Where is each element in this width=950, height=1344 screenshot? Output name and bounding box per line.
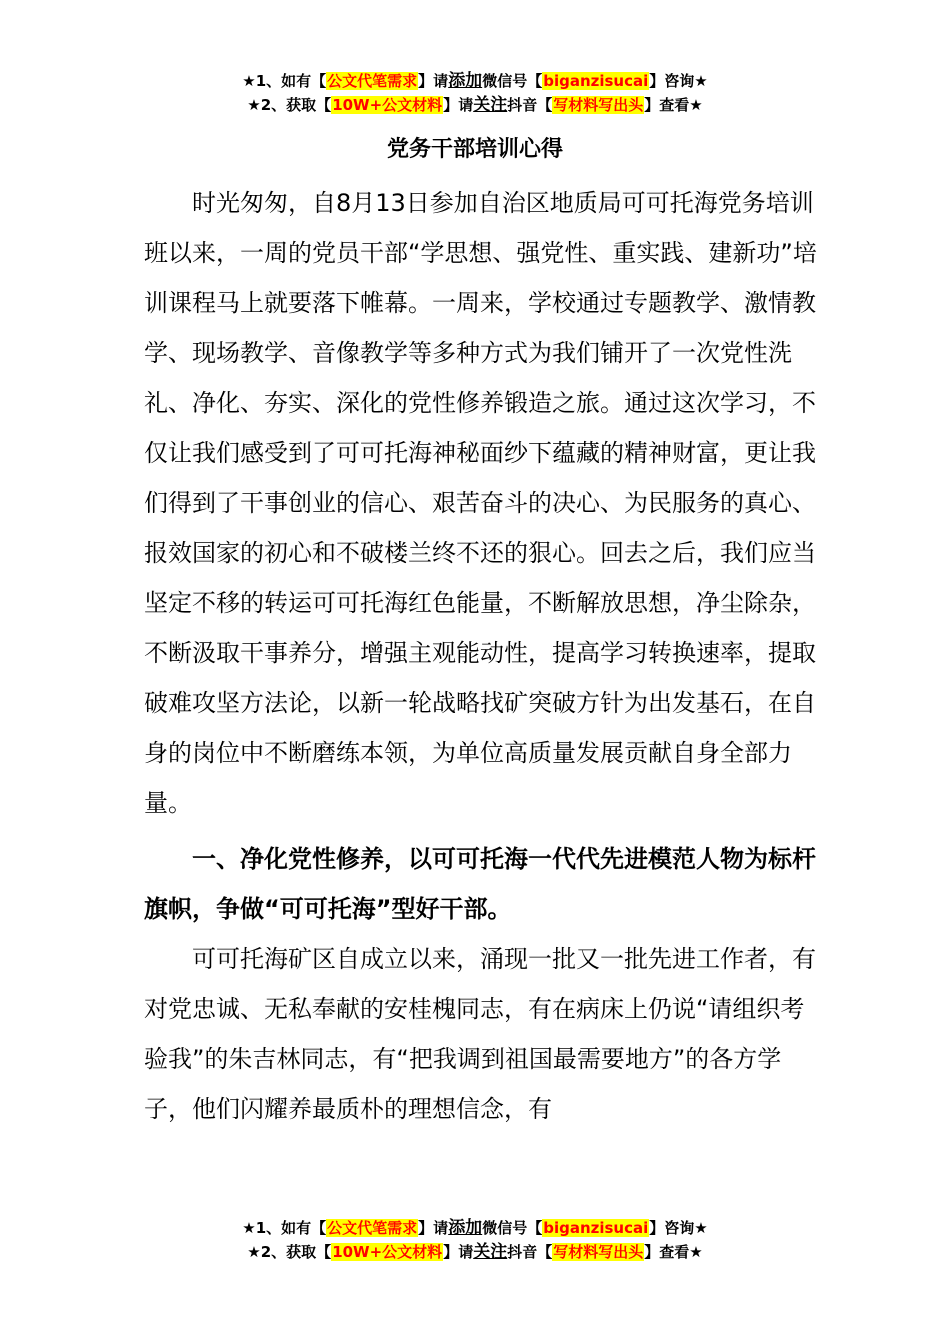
promo-text: 微信号【: [482, 1219, 543, 1237]
promo-text: 】咨询★: [649, 72, 708, 90]
highlight-wechat-id: biganzisucai: [543, 72, 649, 90]
paragraph-intro: 时光匆匆，自8月13日参加自治区地质局可可托海党务培训班以来，一周的党员干部“学思想、强党性、重实践、建新功”培训课程马上就要落下帷幕。一周来，学校通过专题教学、激情教学、现场教学、音像教学等多种方式为我们铺开了一次党性洗礼、净化、夯实、深化的党性修养锻造之旅。通过这次学习，不仅让我们感受到了可可托海神秘面纱下蕴藏的精神财富，更让我们得到了干事创业的信心、艰苦奋斗的决心、为民服务的真心、报效国家的初心和不破楼兰终不还的狠心。回去之后，我们应当坚定不移的转运可可托海红色能量，不断解放思想，净尘除杂，不断汲取干事养分，增强主观能动性，提高学习转换速率，提取破难攻坚方法论，以新一轮战略找矿突破方针为出发基石，在自身的岗位中不断磨练本领，为单位高质量发展贡献自身全部力量。: [144, 189, 817, 817]
highlight-service: 公文代笔需求: [327, 1219, 418, 1237]
promo-text: 】请: [443, 1243, 474, 1261]
promo-banner-top: [0, 69, 950, 117]
highlight-douyin-id: 写材料写出头: [553, 1243, 644, 1261]
promo-line-1: [0, 1216, 950, 1240]
promo-text: 】请: [418, 1219, 449, 1237]
promo-text: ★2、获取【: [247, 1243, 332, 1261]
promo-banner-bottom: [0, 1216, 950, 1264]
document-title: 党务干部培训心得: [386, 137, 563, 162]
highlight-materials: 10W+公文材料: [332, 1243, 443, 1261]
document-body: [144, 178, 824, 1134]
promo-text: 抖音【: [507, 1243, 553, 1261]
paragraph-section-1: 可可托海矿区自成立以来，涌现一批又一批先进工作者，有对党忠诚、无私奉献的安桂槐同志，有在病床上仍说“请组织考验我”的朱吉林同志，有“把我调到祖国最需要地方”的各方学子，他们闪耀养最质朴的理想信念，有: [144, 945, 816, 1123]
promo-line-1: [0, 69, 950, 93]
promo-text: ★1、如有【: [242, 1219, 327, 1237]
promo-text: 】咨询★: [649, 1219, 708, 1237]
section-heading-1: 一、净化党性修养，以可可托海一代代先进模范人物为标杆旗帜，争做“可可托海”型好干部。: [144, 845, 816, 923]
promo-text: 】请: [443, 96, 474, 114]
promo-text: ★2、获取【: [247, 96, 332, 114]
highlight-wechat-id: biganzisucai: [543, 1219, 649, 1237]
promo-text: 微信号【: [482, 72, 543, 90]
promo-text: 抖音【: [507, 96, 553, 114]
promo-text: 】查看★: [644, 96, 703, 114]
highlight-service: 公文代笔需求: [327, 72, 418, 90]
promo-text: 】请: [418, 72, 449, 90]
promo-emphasis: 关注: [473, 1242, 508, 1262]
promo-emphasis: 添加: [448, 1218, 483, 1238]
promo-text: 】查看★: [644, 1243, 703, 1261]
promo-emphasis: 关注: [473, 95, 508, 115]
promo-line-2: [0, 1240, 950, 1264]
highlight-materials: 10W+公文材料: [332, 96, 443, 114]
promo-text: ★1、如有【: [242, 72, 327, 90]
highlight-douyin-id: 写材料写出头: [553, 96, 644, 114]
promo-emphasis: 添加: [448, 71, 483, 91]
promo-line-2: [0, 93, 950, 117]
